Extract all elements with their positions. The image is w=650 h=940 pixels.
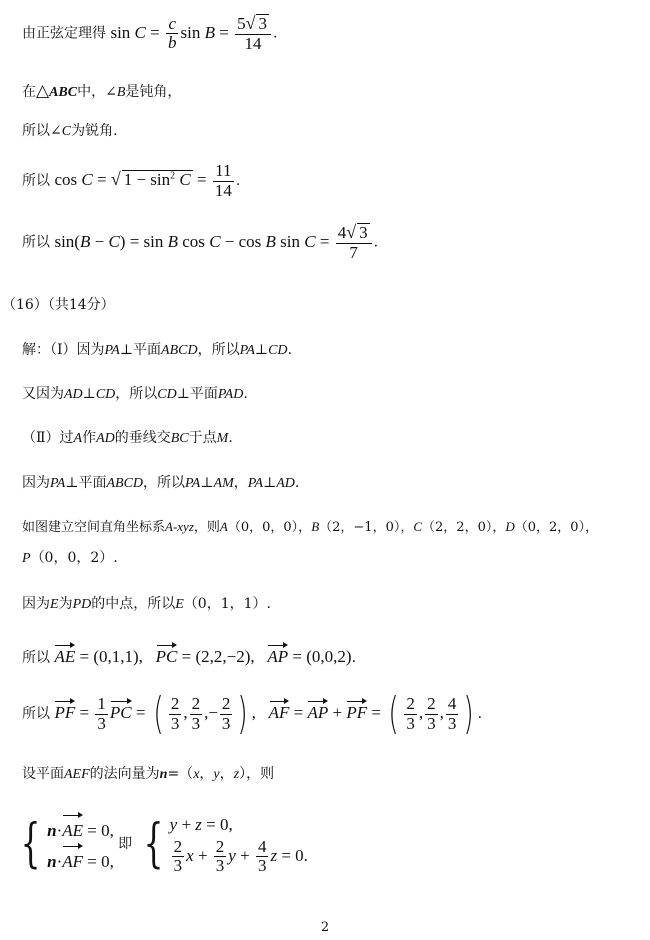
text: （0，0，2）. (30, 550, 118, 566)
page-number: 2 (320, 920, 330, 935)
text: PA (104, 343, 120, 358)
text: A-xyz (165, 519, 194, 534)
text: D (505, 519, 515, 534)
text: ， (233, 475, 248, 491)
solution-normal-vector (22, 767, 274, 782)
text: 是钝角， (125, 84, 182, 100)
text: （Ⅱ）过 (22, 430, 74, 446)
text: . (243, 386, 248, 402)
text: 平面 (189, 386, 218, 402)
perp-symbol: ⊥ (263, 475, 277, 491)
text: BC (170, 431, 189, 446)
text: . (351, 650, 357, 666)
text: 平面 (133, 342, 162, 358)
text: C (61, 124, 72, 139)
text: ，所以 (143, 475, 186, 491)
text: 所以 (22, 650, 50, 666)
text: 又因为 (22, 386, 64, 402)
text: 的中点，所以 (91, 596, 176, 612)
text: =（ (167, 766, 194, 782)
angle-symbol: ∠ (50, 123, 62, 139)
fraction-4root3-over-7: $\frac{4√ 3}{7}$ (336, 223, 372, 262)
fraction: $\frac{2}{3}$ (191, 693, 201, 733)
formula-system: { n·AE = 0, n·AF = 0, (20, 813, 114, 874)
text: ， (219, 766, 234, 782)
solution-coordinates (22, 520, 598, 534)
text: 的垂线交 (114, 430, 171, 446)
formula-system-expanded: { y + z = 0, $\frac{2}{3}$ x + $\frac{2}{3}$ y + $\frac{4}{3}$ z = 0. (143, 813, 308, 876)
text: 在 (22, 84, 36, 100)
text: 的法向量为 (89, 766, 160, 782)
line-triangle (22, 82, 181, 100)
text: PD (72, 597, 92, 612)
text: 因为 (22, 596, 50, 612)
line-sine-rule (22, 14, 277, 53)
triangle-symbol: △ (36, 81, 50, 100)
text: . (294, 475, 300, 491)
line-sinBminusC (22, 223, 378, 262)
solution-vectors (22, 643, 356, 665)
formula-sinBminusC: sin(B − C) = sin B cos C − cos B sin C = $\frac{4√ 3}{7}$ (54, 232, 373, 251)
fraction: $\frac{4}{3}$ (447, 693, 457, 733)
text: . (373, 234, 379, 251)
text: 因为 (22, 475, 50, 491)
text: （16）（共14分） (2, 297, 115, 313)
text: y (213, 767, 220, 782)
fraction-c-over-b: $\frac{c}{b}$ (167, 13, 177, 53)
text: A (73, 431, 83, 446)
perp-symbol: ⊥ (82, 386, 96, 402)
text: ， (199, 766, 214, 782)
perp-symbol: ⊥ (254, 342, 269, 358)
text: 所以 (22, 173, 50, 190)
text: AD (276, 476, 295, 491)
text: 由正弦定理得 (22, 25, 106, 42)
text: x (193, 767, 200, 782)
angle-symbol: ∠ (105, 84, 117, 100)
text: CD (268, 343, 288, 358)
text: A (219, 519, 228, 534)
text: C (413, 519, 423, 534)
fraction: $\frac{2}{3}$ (406, 693, 415, 733)
text: E (175, 597, 184, 612)
text: ABC (49, 85, 78, 100)
text: P (22, 551, 31, 566)
solution-coordinates-cont (22, 551, 118, 566)
formula-sinC: sin C = $\frac{c}{b}$ sin B = $\frac{5√ 3}{14}$ (110, 23, 273, 42)
text: ，则 (193, 520, 220, 535)
text: 所以 (22, 705, 50, 722)
text: AM (213, 476, 234, 491)
text: ，所以 (115, 386, 158, 402)
text: 于点 (188, 430, 217, 446)
problem-16-header (2, 298, 115, 312)
text: 即 (118, 835, 133, 852)
text: CD (157, 387, 177, 402)
text: （0，2，0）， (514, 520, 599, 535)
text: AD (64, 387, 83, 402)
text: n (159, 767, 168, 782)
text: 所以 (22, 234, 50, 251)
text: . (235, 173, 241, 190)
fraction: $\frac{2}{3}$ (173, 836, 183, 876)
text: . (287, 342, 292, 358)
text: B (116, 85, 126, 100)
perp-symbol: ⊥ (119, 342, 134, 358)
text: 平面 (78, 475, 107, 491)
text: ），则 (239, 766, 275, 782)
text: M (216, 431, 229, 446)
solution-pf-af (22, 688, 483, 739)
text: CD (95, 387, 116, 402)
text: ABCD (106, 476, 144, 491)
fraction-11-over-14: $\frac{11}{14}$ (214, 161, 232, 200)
text: PAD (217, 387, 244, 402)
formula-pf-af: PF = $\frac{1}{3}$ PC = ( $\frac{2}{3}$ , $\frac{2}{3}$ ,− $\frac{2}{3}$ ) , AF = AP + PF = ( $\frac{2}{3}$ , $\frac{2}{3}$ , $\frac{4}{3}$ ) (54, 688, 475, 739)
formula-cosC: cos C = √ $1 - \sin^2 C$ = $\frac{11}{14}$ (54, 161, 232, 200)
text: 解：（Ⅰ）因为 (22, 342, 105, 358)
text: （0，0，0）， (227, 520, 312, 535)
text: 如图建立空间直角坐标系 (22, 520, 166, 535)
solution-line-4 (22, 476, 299, 491)
text: 中， (77, 84, 106, 100)
line-acute (22, 124, 118, 139)
text: 为锐角. (71, 123, 118, 139)
perp-symbol: ⊥ (176, 386, 190, 402)
fraction-5root3-over-14: $\frac{5√ 3}{14}$ (235, 14, 271, 53)
formula-vectors: AE = (0,1,1), PC = (2,2,−2), AP = (0,0,2) (54, 647, 351, 666)
solution-part-1 (22, 343, 292, 358)
text: （2，−1，0）， (319, 520, 414, 535)
perp-symbol: ⊥ (200, 475, 214, 491)
text: PA (50, 476, 66, 491)
text: 作 (82, 430, 97, 446)
text: . (477, 705, 483, 722)
fraction: $\frac{4}{3}$ (257, 836, 267, 876)
text: B (311, 519, 320, 534)
fraction: $\frac{2}{3}$ (170, 693, 180, 733)
fraction: $\frac{2}{3}$ (215, 836, 225, 876)
text: PA (185, 476, 201, 491)
text: 设平面 (22, 766, 64, 782)
text: AD (96, 431, 115, 446)
solution-part-2 (22, 431, 233, 446)
text: . (272, 25, 278, 42)
solution-line-2 (22, 387, 248, 402)
text: （2，2，0）， (422, 520, 506, 535)
equation-system (14, 812, 308, 876)
line-cosC (22, 162, 240, 200)
text: 所以 (22, 123, 50, 139)
text: z (233, 767, 240, 782)
text: ，所以 (197, 342, 240, 358)
perp-symbol: ⊥ (65, 475, 79, 491)
text: ABCD (161, 343, 198, 358)
fraction: $\frac{2}{3}$ (427, 693, 436, 733)
text: . (228, 430, 233, 446)
text: AEF (64, 767, 90, 782)
text: （0，1，1）. (183, 596, 271, 612)
fraction: $\frac{2}{3}$ (221, 693, 231, 733)
solution-midpoint (22, 597, 271, 612)
text: E (50, 597, 59, 612)
fraction: $\frac{1}{3}$ (97, 693, 106, 733)
text: PA (239, 343, 255, 358)
text: 为 (58, 596, 73, 612)
text: PA (247, 476, 264, 491)
